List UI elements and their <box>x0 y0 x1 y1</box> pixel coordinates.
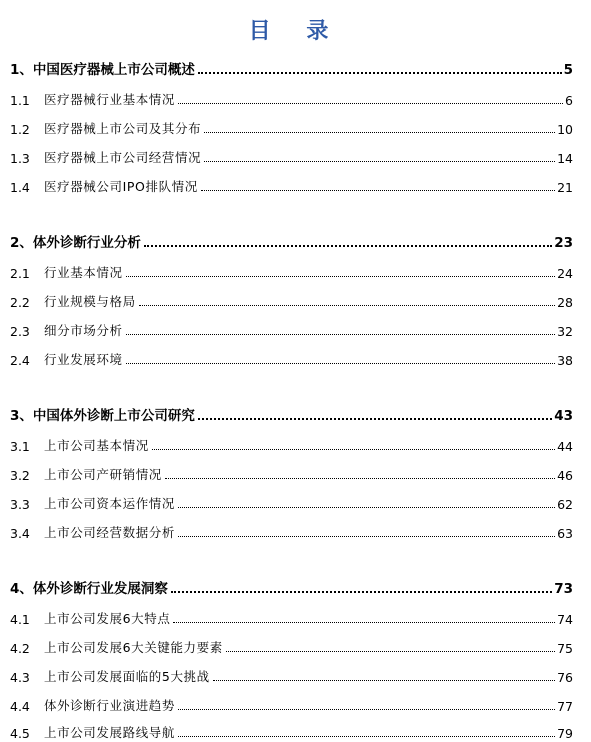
item-label: 医疗器械行业基本情况 <box>44 92 176 107</box>
item-page-number: 76 <box>557 670 573 685</box>
item-page-number: 77 <box>557 699 573 714</box>
dot-leader <box>178 507 555 508</box>
toc-section-3[interactable] <box>10 404 573 424</box>
item-label: 上市公司产研销情况 <box>44 467 162 482</box>
item-number: 3.3 <box>10 497 30 512</box>
toc-item-4-5[interactable] <box>10 721 573 741</box>
item-page-number: 21 <box>557 180 573 195</box>
dot-leader <box>204 161 555 162</box>
section-page-number: 23 <box>554 235 573 251</box>
toc-title: 目 录 <box>248 18 343 44</box>
dot-leader <box>126 276 555 277</box>
item-number: 3.2 <box>10 468 30 483</box>
item-label: 行业基本情况 <box>44 265 123 280</box>
toc-section-2[interactable] <box>10 231 573 251</box>
section-label: 体外诊断行业发展洞察 <box>32 581 168 597</box>
item-number: 2.2 <box>10 295 30 310</box>
dot-leader <box>213 680 555 681</box>
section-label: 中国体外诊断上市公司研究 <box>32 408 195 424</box>
dot-leader <box>204 132 555 133</box>
dot-leader <box>178 736 555 737</box>
toc-item-4-2[interactable] <box>10 636 573 656</box>
item-label: 行业规模与格局 <box>44 294 136 309</box>
toc-item-3-4[interactable] <box>10 521 573 541</box>
item-page-number: 32 <box>557 324 573 339</box>
toc-item-1-2[interactable] <box>10 117 573 137</box>
toc-section-4[interactable] <box>10 577 573 597</box>
item-label: 上市公司基本情况 <box>44 438 149 453</box>
dot-leader <box>198 72 562 74</box>
item-label: 上市公司经营数据分析 <box>44 525 176 540</box>
item-number: 4.4 <box>10 699 30 714</box>
section-page-number: 5 <box>563 62 573 78</box>
item-label: 行业发展环境 <box>44 352 123 367</box>
toc-item-1-3[interactable] <box>10 146 573 166</box>
dot-leader <box>139 305 555 306</box>
item-page-number: 24 <box>557 266 573 281</box>
dot-leader <box>198 418 552 420</box>
dot-leader <box>178 709 555 710</box>
section-number: 2、 <box>10 235 33 251</box>
item-label: 医疗器械上市公司经营情况 <box>44 150 202 165</box>
dot-leader <box>178 103 563 104</box>
section-number: 1、 <box>10 62 33 78</box>
item-page-number: 79 <box>557 726 573 741</box>
item-label: 上市公司资本运作情况 <box>44 496 176 511</box>
dot-leader <box>126 363 555 364</box>
item-page-number: 62 <box>557 497 573 512</box>
item-page-number: 28 <box>557 295 573 310</box>
toc-section-1[interactable] <box>10 58 573 78</box>
item-number: 1.2 <box>10 122 30 137</box>
item-page-number: 38 <box>557 353 573 368</box>
item-label: 上市公司发展6大特点 <box>44 611 171 626</box>
section-label: 中国医疗器械上市公司概述 <box>32 62 195 78</box>
toc-item-2-3[interactable] <box>10 319 573 339</box>
toc-item-3-2[interactable] <box>10 463 573 483</box>
item-number: 1.3 <box>10 151 30 166</box>
dot-leader <box>126 334 555 335</box>
item-page-number: 14 <box>557 151 573 166</box>
item-label: 体外诊断行业演进趋势 <box>44 698 176 713</box>
item-page-number: 6 <box>565 93 573 108</box>
section-label: 体外诊断行业分析 <box>32 235 141 251</box>
section-number: 4、 <box>10 581 33 597</box>
item-label: 细分市场分析 <box>44 323 123 338</box>
toc-item-4-4[interactable] <box>10 694 573 714</box>
section-number: 3、 <box>10 408 33 424</box>
item-number: 2.1 <box>10 266 30 281</box>
item-label: 医疗器械公司IPO排队情况 <box>44 179 198 194</box>
item-number: 1.4 <box>10 180 30 195</box>
item-label: 上市公司发展面临的5大挑战 <box>44 669 210 684</box>
item-number: 2.3 <box>10 324 30 339</box>
toc-item-3-1[interactable] <box>10 434 573 454</box>
dot-leader <box>165 478 555 479</box>
item-page-number: 63 <box>557 526 573 541</box>
item-number: 3.4 <box>10 526 30 541</box>
item-number: 3.1 <box>10 439 30 454</box>
toc-item-4-1[interactable] <box>10 607 573 627</box>
dot-leader <box>152 449 555 450</box>
item-page-number: 44 <box>557 439 573 454</box>
item-label: 上市公司发展路线导航 <box>44 725 176 740</box>
dot-leader <box>173 622 555 623</box>
item-page-number: 75 <box>557 641 573 656</box>
section-page-number: 73 <box>554 581 573 597</box>
toc-item-1-4[interactable] <box>10 175 573 195</box>
item-label: 医疗器械上市公司及其分布 <box>44 121 202 136</box>
item-number: 4.2 <box>10 641 30 656</box>
dot-leader <box>226 651 555 652</box>
dot-leader <box>201 190 555 191</box>
item-number: 2.4 <box>10 353 30 368</box>
toc-item-2-2[interactable] <box>10 290 573 310</box>
toc-item-1-1[interactable] <box>10 88 573 108</box>
item-number: 1.1 <box>10 93 30 108</box>
item-label: 上市公司发展6大关键能力要素 <box>44 640 223 655</box>
toc-item-2-1[interactable] <box>10 261 573 281</box>
section-page-number: 43 <box>554 408 573 424</box>
toc-item-2-4[interactable] <box>10 348 573 368</box>
item-number: 4.1 <box>10 612 30 627</box>
item-page-number: 10 <box>557 122 573 137</box>
item-page-number: 46 <box>557 468 573 483</box>
dot-leader <box>171 591 552 593</box>
toc-item-4-3[interactable] <box>10 665 573 685</box>
item-number: 4.3 <box>10 670 30 685</box>
toc-item-3-3[interactable] <box>10 492 573 512</box>
dot-leader <box>144 245 552 247</box>
item-number: 4.5 <box>10 726 30 741</box>
item-page-number: 74 <box>557 612 573 627</box>
dot-leader <box>178 536 555 537</box>
